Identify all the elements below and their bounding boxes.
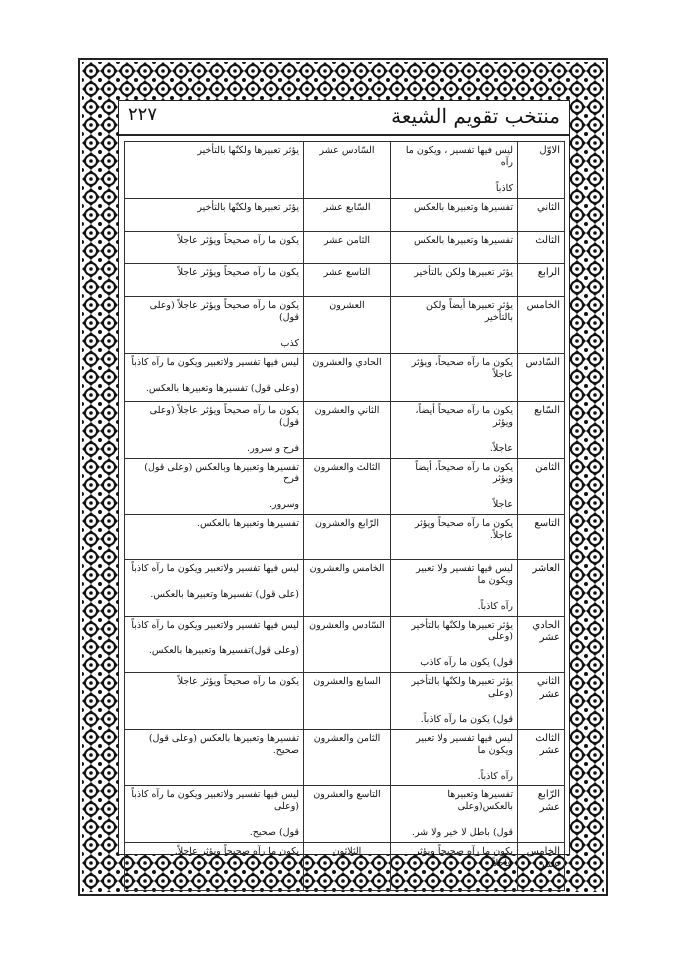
dream-meaning-first-text: يؤثر تعبيرها ولكن بالتأخير	[414, 267, 513, 279]
dream-meaning-second-text: يكون ما رآه صحيحاً ويؤثر عاجلاً (وعلى قول)	[149, 404, 299, 428]
dream-meaning-second	[125, 458, 304, 515]
day-label-first-text: الثاني	[536, 201, 560, 213]
dream-meaning-second-text: يكون ما رآه صحيحاً ويؤثر عاجلاً.	[174, 846, 299, 857]
day-label-first-text: التاسع	[534, 518, 560, 530]
day-label-second	[304, 297, 391, 354]
dream-meaning-first-continuation: عاجلاً	[492, 499, 513, 511]
dream-meaning-first-text: يكون ما رآه صحيحاً ويؤثر عاجلاً.	[414, 846, 513, 869]
table-row	[125, 297, 565, 354]
day-label-second	[304, 198, 391, 231]
table-row	[125, 198, 565, 231]
dream-meaning-second	[125, 142, 304, 199]
day-label-second-text: الثامن والعشرون	[313, 732, 381, 744]
day-label-first	[518, 616, 565, 673]
dream-meaning-first-text: يكون ما رآه صحيحاً، أيضاً ويؤثر	[415, 461, 513, 485]
day-label-first-text: الخامس	[526, 300, 560, 312]
dream-meaning-first-continuation: رآه كاذباً.	[477, 770, 513, 782]
dream-meaning-second-text: تفسيرها وتعبيرها بالعكس.	[196, 518, 299, 530]
day-label-second	[304, 458, 391, 515]
day-label-second-text: الخامس والعشرون	[309, 562, 385, 574]
dream-meaning-second	[125, 559, 304, 616]
dream-meaning-first-continuation: عاجلاً.	[489, 442, 513, 454]
dream-days-table	[124, 141, 565, 891]
dream-meaning-second-text: يكون ما رآه صحيحاً ويؤثر عاجلاً	[177, 676, 299, 688]
day-label-first-text: الثالث عشر	[535, 732, 560, 757]
day-label-first-text: السّابع	[534, 404, 560, 416]
page-header	[118, 100, 570, 136]
day-label-second	[304, 559, 391, 616]
dream-meaning-first	[391, 231, 518, 264]
page-number: ٢٢٧	[128, 104, 158, 125]
dream-meaning-first-continuation: كاذباً	[495, 182, 513, 194]
day-label-second-text: الحادي والعشرون	[312, 356, 382, 368]
dream-meaning-first-text: يكون ما رآه صحيحاً ويؤثر عاجلاً.	[414, 518, 513, 541]
day-label-second	[304, 264, 391, 297]
dream-meaning-second-text: ليس فيها تفسير ولاتعبير ويكون ما رآه كاذباً	[131, 356, 299, 368]
dream-meaning-second	[125, 401, 304, 458]
day-label-second-text: الرّابع والعشرون	[314, 518, 380, 530]
dream-meaning-second	[125, 353, 304, 401]
table-row	[125, 264, 565, 297]
day-label-first	[518, 353, 565, 401]
dream-meaning-second-continuation: قول) صحيح.	[249, 827, 299, 839]
page-title: منتخب تقويم الشيعة	[391, 104, 560, 128]
day-label-second-text: التاسع والعشرون	[313, 789, 381, 801]
day-label-second	[304, 616, 391, 673]
dream-meaning-first	[391, 559, 518, 616]
table-row	[125, 401, 565, 458]
day-label-second	[304, 353, 391, 401]
day-label-first	[518, 198, 565, 231]
dream-meaning-first-text: ليس فيها تفسير ، ويكون ما رآه	[405, 145, 513, 168]
dream-meaning-second-text: يكون ما رآه صحيحاً ويؤثر عاجلاً	[177, 234, 299, 246]
day-label-first	[518, 297, 565, 354]
day-label-second-text: السّادس والعشرون	[309, 619, 385, 631]
day-label-first-text: العاشر	[532, 562, 560, 574]
day-label-second-text: الثاني والعشرون	[314, 404, 380, 416]
day-label-first	[518, 231, 565, 264]
dream-meaning-first	[391, 458, 518, 515]
table-row	[125, 458, 565, 515]
dream-meaning-first-text: يؤثر تعبيرها أيضاً ولكن بالتأخير	[426, 300, 513, 324]
dream-meaning-first-continuation: رآه كاذباً.	[477, 600, 513, 612]
table-row	[125, 786, 565, 843]
dream-meaning-second	[125, 198, 304, 231]
day-label-second	[304, 729, 391, 786]
dream-meaning-first-text: تفسيرها وتعبيرها بالعكس(وعلى	[447, 789, 513, 813]
dream-meaning-second-text: ليس فيها تفسير ولاتعبير ويكون ما رآه كاذباً	[131, 562, 299, 574]
dream-meaning-first-text: تفسيرها وتعبيرها بالعكس	[413, 201, 513, 213]
dream-meaning-second	[125, 515, 304, 560]
table-row	[125, 616, 565, 673]
dream-meaning-first	[391, 515, 518, 560]
dream-meaning-second-text: ليس فيها تفسير ولاتعبير ويكون ما رآه كاذباً	[131, 619, 299, 631]
day-label-first	[518, 843, 565, 891]
dream-meaning-first-text: ليس فيها تفسير ولا تعبير ويكون ما	[416, 562, 513, 586]
day-label-second-text: التاسع عشر	[323, 267, 371, 279]
day-label-first-text: الثامن	[535, 461, 560, 473]
dream-meaning-first	[391, 198, 518, 231]
day-label-second	[304, 843, 391, 891]
dream-meaning-first	[391, 142, 518, 199]
day-label-first	[518, 729, 565, 786]
table-row	[125, 843, 565, 891]
dream-meaning-first-text: ليس فيها تفسير ولا تعبير ويكون ما	[416, 732, 513, 756]
dream-meaning-first	[391, 297, 518, 354]
day-label-first	[518, 559, 565, 616]
dream-meaning-second-continuation: (على قول) تفسيرها وتعبيرها بالعكس.	[150, 588, 299, 600]
day-label-second-text: الثالث والعشرون	[313, 461, 381, 473]
day-label-first	[518, 142, 565, 199]
day-label-second	[304, 515, 391, 560]
day-label-first	[518, 458, 565, 515]
dream-meaning-second-text: تفسيرها وتعبيرها وبالعكس (وعلى قول) فرح	[144, 461, 299, 485]
dream-meaning-second	[125, 264, 304, 297]
day-label-first	[518, 673, 565, 730]
dream-meaning-first	[391, 729, 518, 786]
dream-meaning-second-text: تفسيرها وتعبيرها بالعكس (وعلى قول) صحيح.	[148, 732, 299, 756]
day-label-first-text: الحادي عشر	[532, 619, 560, 643]
dream-meaning-first-continuation: قول) باطل لا خير ولا شر.	[411, 827, 513, 839]
day-label-second	[304, 786, 391, 843]
dream-meaning-second-text: يكون ما رآه صحيحاً ويؤثر عاجلاً	[177, 267, 299, 279]
day-label-first-text: الرّابع عشر	[537, 789, 560, 813]
dream-meaning-first	[391, 843, 518, 891]
dream-meaning-second-continuation: وسرور.	[269, 499, 299, 511]
day-label-second	[304, 231, 391, 264]
dream-meaning-first	[391, 353, 518, 401]
day-label-first-text: الثالث	[535, 234, 560, 246]
dream-meaning-first-text: يكون ما رآه صحيحاً أيضاً، ويؤثر	[415, 404, 513, 428]
dream-meaning-first	[391, 786, 518, 843]
dream-meaning-first	[391, 616, 518, 673]
dream-meaning-second	[125, 673, 304, 730]
dream-meaning-second	[125, 231, 304, 264]
day-label-first-text: الخامس عشر	[526, 846, 560, 870]
dream-meaning-first-continuation: قول) يكون ما رآه كاذباً.	[420, 713, 513, 725]
day-label-second-text: الثلاثون	[332, 846, 362, 857]
dream-meaning-second	[125, 616, 304, 673]
table-row	[125, 515, 565, 560]
dream-meaning-second-text: يؤثر تعبيرها ولكنّها بالتأخير	[197, 145, 299, 156]
day-label-first	[518, 264, 565, 297]
dream-meaning-first-continuation: قول) يكون ما رآه كاذب	[420, 657, 513, 669]
dream-meaning-second	[125, 297, 304, 354]
day-label-second-text: العشرون	[329, 300, 365, 312]
day-label-first-text: الاوّل	[539, 145, 560, 156]
day-label-first-text: السّادس	[525, 356, 560, 368]
day-label-first	[518, 401, 565, 458]
dream-meaning-second-continuation: كذب	[280, 338, 299, 349]
dream-meaning-second-continuation: (وعلى قول) تفسيرها وتعبيرها بالعكس.	[145, 382, 299, 394]
table-row	[125, 353, 565, 401]
day-label-second	[304, 401, 391, 458]
day-label-first	[518, 786, 565, 843]
dream-meaning-first-text: يكون ما رآه صحيحاً، ويؤثر عاجلاً	[411, 356, 513, 380]
day-label-first-text: الثاني عشر	[536, 676, 560, 700]
table-row	[125, 729, 565, 786]
table-row	[125, 142, 565, 199]
day-label-second	[304, 673, 391, 730]
table-row	[125, 673, 565, 730]
dream-meaning-second-text: يكون ما رآه صحيحاً ويؤثر عاجلاً (وعلى قول)	[149, 300, 299, 324]
dream-meaning-first-text: تفسيرها وتعبيرها بالعكس	[413, 234, 513, 246]
dream-meaning-first	[391, 673, 518, 730]
day-label-second-text: الثامن عشر	[323, 234, 371, 246]
day-label-second-text: السّابع عشر	[323, 201, 371, 213]
day-label-first	[518, 515, 565, 560]
dream-meaning-second-text: يؤثر تعبيرها ولكنّها بالتأخير	[197, 201, 299, 213]
table-row	[125, 559, 565, 616]
dream-meaning-second	[125, 843, 304, 891]
dream-meaning-first-text: يؤثر تعبيرها ولكنّها بالتأخير (وعلى	[411, 619, 513, 643]
dream-meaning-second	[125, 786, 304, 843]
table-row	[125, 231, 565, 264]
dream-meaning-first	[391, 401, 518, 458]
dream-meaning-second-continuation: فرح و سرور.	[247, 442, 299, 454]
dream-meaning-second	[125, 729, 304, 786]
dream-meaning-first	[391, 264, 518, 297]
day-label-second-text: السّادس عشر	[319, 145, 375, 156]
dream-meaning-second-continuation: (وعلى قول)تفسيرها وتعبيرها بالعكس.	[148, 645, 299, 657]
dream-meaning-second-text: ليس فيها تفسير ولاتعبير ويكون ما رآه كاذباً (وعلى	[131, 789, 299, 813]
day-label-first-text: الرابع	[537, 267, 560, 279]
dream-meaning-first-text: يؤثر تعبيرها ولكنّها بالتأخير (وعلى	[411, 676, 513, 699]
day-label-second	[304, 142, 391, 199]
day-label-second-text: السابع والعشرون	[313, 676, 381, 688]
